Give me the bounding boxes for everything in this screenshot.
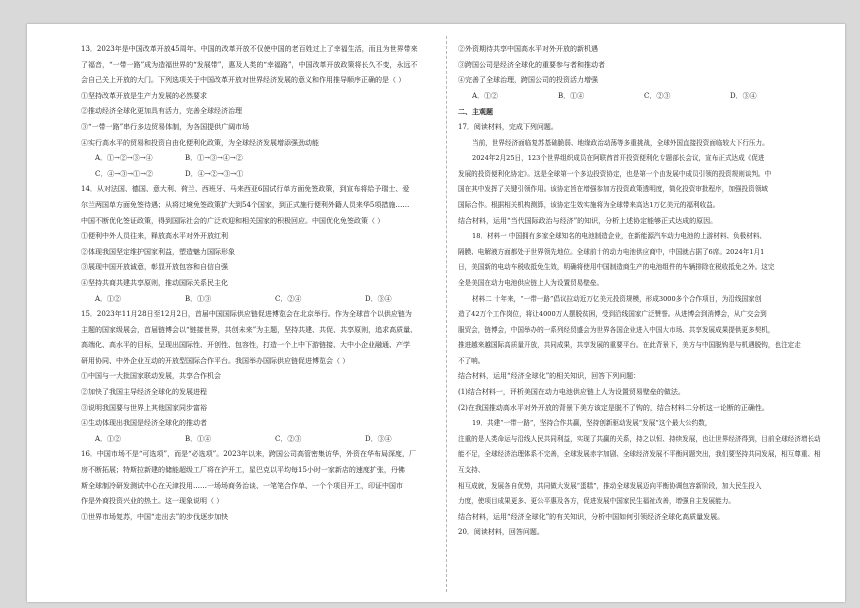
q15-line: 15．2023年11月28日至12月2日，首届中国国际供应链促进博览会在北京举行。作为全球首个以供应链为	[81, 310, 412, 319]
option-a[interactable]: A．①②	[95, 294, 122, 303]
q16-item: ③跨国公司是经济全球化的重要参与者和推动者	[458, 60, 605, 69]
option-b[interactable]: B．①→③→④→②	[185, 154, 243, 163]
q16-line: 斯全球制冷研发测试中心在天津投用……一场场商务治谈、一笔笔合作单、一个个项目开工，印证中国市	[81, 481, 403, 490]
q17-title: 17．阅读材料，完成下列问题。	[458, 122, 558, 131]
left-column	[81, 42, 443, 525]
q15-options	[81, 432, 443, 448]
q13-line: 13．2023年是中国改革开放45周年。中国的改革开放不仅使中国的老百姓过上了幸福生活，而且为世界带来	[81, 45, 418, 53]
q14-item: ③展现中国开放诚意，彰显开放包容和自信自强	[81, 263, 228, 272]
q14-options	[81, 292, 443, 308]
q19-material: 相互成就，发展各自优势，共同做大发展“蛋糕”，推动全球发展迈向平衡协调包容新阶段，加大民生投入	[458, 481, 762, 490]
q16-line: 作是外商投资兴业的热土。这一现象说明（ ）	[81, 497, 224, 506]
q18-material: 18．材料一 中国拥有多家全球知名的电池制造企业，在新能源汽车动力电池的上游材料、负极材料、	[472, 232, 767, 241]
q15-line: 研用协同、中外企业互动的开放型国际合作平台。我国举办国际供应链促进博览会（ ）	[81, 356, 350, 365]
q14-line: 14．从对法国、德国、意大利、荷兰、西班牙、马来西亚6国试行单方面免签政策，到宣布将给予瑞士、爱	[81, 185, 410, 194]
option-c[interactable]: C．②④	[275, 294, 302, 303]
q13-item: ③“一带一路”串行多边贸易体制，为各国提供广阔市场	[81, 122, 250, 131]
option-d[interactable]: D．③④	[365, 434, 392, 443]
q13-line: 了福音，“一带一路”成为造福世界的“发展带”，惠及人类的“幸福路”，中国改革开放政策将长久不变，永远不	[81, 60, 418, 69]
q19-question: 结合材料，运用“经济全球化”的有关知识，分析中国如何引领经济全球化高质量发展。	[458, 512, 725, 521]
q15-line: 主题的国家级展会，首届链博会以“链接世界，共创未来”为主题，坚持共建、共促、共享原则，追求高质量、	[81, 325, 418, 334]
q20-title: 20．阅读材料，回答问题。	[458, 528, 544, 537]
option-c[interactable]: C．②③	[644, 91, 671, 100]
q13-options	[81, 167, 443, 183]
option-c[interactable]: C．②③	[275, 434, 302, 443]
right-column	[458, 42, 826, 541]
q17-material: 2024年2月25日，123个世界组织成员在阿联酋首开投资便利化专题部长会议，宣布正式达成《促进	[472, 154, 765, 163]
q14-line: 中国不断优化签证政策，得到国际社会的广泛欢迎和相关国家的积极回应。中国优化免签政策（ ）	[81, 216, 385, 225]
option-a[interactable]: A．①→②→③→④	[95, 154, 153, 163]
q15-item: ①中国与一大批国家联动发展，共享合作机会	[81, 372, 221, 381]
q13-options	[81, 151, 443, 167]
q18-material: 推进越来越国际高质量开放，共同成果，共享发展的重要平台。在此背景下，美方与中国脱钩是与机遇脱钩，也注定走	[458, 341, 801, 350]
option-d[interactable]: D．③④	[365, 294, 392, 303]
q19-material: 19．共建“一带一路”，坚持合作共赢，坚持创新驱动发展“发展”这个最大公约数，	[472, 419, 712, 428]
q16-line: 房不断拓展；特斯拉新建的储能超级工厂将在沪开工，星巴克以平均每15小时一家新店的速度扩张，丹佛	[81, 466, 405, 475]
option-d[interactable]: D．③④	[730, 91, 757, 100]
q15-item: ②加快了我国主导经济全球化的发展进程	[81, 388, 207, 397]
q19-material: 注重的是人类命运与沿线人民共同利益，实现了共赢的关系，持之以恒、持续发展，也让世界经济得到，目前全球经济增长动	[458, 434, 821, 443]
q18-material: 不了响。	[458, 356, 485, 365]
q18-question: (1)结合材料一，评析美国在动力电池供应链上人为设置贸易壁垒的做法。	[458, 388, 685, 397]
q16-item: ④完善了全球治理，跨国公司的投资活力增强	[458, 76, 598, 85]
q17-question: 结合材料，运用“当代国际政治与经济”的知识，分析上述协定能够正式达成的原因。	[458, 216, 718, 225]
q14-item: ④坚持共商共建共享原则，推动国际关系民主化	[81, 278, 228, 287]
q17-material: 国在其中发挥了关键引领作用。该协定旨在增强参加方投资政策透明度，简化投资审批程序，加强投资领域	[458, 185, 768, 194]
q16-item: ①世界市场复苏，中国“走出去”的步伐逐步加快	[81, 512, 229, 521]
option-c[interactable]: C．④→③→①→②	[95, 169, 153, 178]
section-heading: 二、主观题	[458, 107, 493, 117]
option-b[interactable]: B．①③	[185, 294, 212, 303]
q14-item: ①便利中外人员往来，释放高水平对外开放红利	[81, 232, 228, 241]
q13-item: ④实行高水平的贸易和投资自由化便利化政策，为全球经济发展增添强劲动能	[81, 138, 319, 147]
q14-line: 尔兰两国单方面免签待遇；从将过境免签政策扩大到54个国家，到正式施行便利外籍人员来华5项措施……	[81, 200, 410, 209]
q15-item: ④生动体现出我国是经济全球化的推动者	[81, 419, 207, 428]
q16-item: ②外资期待共享中国高水平对外开放的新机遇	[458, 45, 598, 53]
q18-material: 日，美国新的电动车税收抵免生效，明确将使用中国制造商生产的电池组件的车辆排除在税收抵免之外。这完	[458, 263, 775, 272]
q17-material: 发展的投资便利化协定》。这是全球第一个多边投资协定，也是第一个由发展中成员引领的投资规则谈判。中	[458, 169, 772, 178]
q19-material: 力度，使项目成果更多、更公平惠及各方，促进发展中国家民生福祉改善，增强自主发展能力。	[458, 497, 735, 506]
column-divider	[446, 36, 447, 592]
q18-question: (2)在我国推动高水平对外开放的背景下美方该定是脱不了钩的，结合材料二分析这一论断的正确性。	[458, 403, 769, 412]
option-b[interactable]: B．①④	[185, 434, 212, 443]
option-d[interactable]: D．④→②→③→①	[185, 169, 244, 178]
q18-material: 隔膜、电解液方面都处于世界领先地位。全球前十的动力电池供应商中，中国就占据了6席。2024年1月1	[458, 247, 765, 256]
q13-item: ②推动经济全球化更加具有活力，完善全球经济治理	[81, 107, 242, 116]
q18-material: 全是美国在动力电池供应链上人为设置贸易壁垒。	[458, 278, 604, 287]
q18-material: 造了42万个工作岗位，将让4000万人摆脱贫困，受到沿线国家广泛赞誉。从进博会到消博会，从广交会到	[458, 310, 767, 319]
q13-line: 会自己关上开放的大门。下列选项关于中国改革开放对世界经济发展的意义和作用推导顺序正确的是（ ）	[81, 76, 406, 85]
exam-page	[27, 24, 845, 602]
q15-item: ③说明我国要与世界上其他国家同步富裕	[81, 403, 207, 412]
q18-material: 材料二 十年来，“一带一路”倡议拉动近万亿美元投资规模，形成3000多个合作项目，为沿线国家创	[472, 294, 762, 303]
q16-line: 16．中国市场不是“可选项”，而是“必选项”。2023年以来，跨国公司高管密集访华，外资在华布局深度，厂	[81, 450, 417, 459]
q14-item: ②体现我国坚定维护国家利益，塑造魅力国际形象	[81, 247, 235, 256]
q16-options	[458, 89, 826, 105]
option-a[interactable]: A．①②	[472, 91, 499, 100]
q15-line: 高端化、高水平的目标，呈现出国际性、开创性、包容性，打造一个上中下游链接、大中小企业融通、产学	[81, 341, 410, 350]
q18-material: 服贸会，链博会，中国举办的一系列经贸盛会为世界各国企业进入中国大市场、共享发展成果提供更多契机，	[458, 325, 775, 334]
option-a[interactable]: A．①②	[95, 434, 122, 443]
q19-material: 能不足，全球经济治理体系不完善，全球发展赤字加剧、全球经济发展不平衡问题突出，我们要坚持共同发展，相互尊重、相互支持、	[458, 450, 821, 475]
q17-material: 当前，世界经济面临复苏基础脆弱、地缘政治动荡等多重挑战，全球外国直接投资面临较大下行压力。	[472, 138, 769, 147]
option-b[interactable]: B．①④	[558, 91, 585, 100]
q17-material: 国际合作。根据相关机构测算，该协定生效实施将为全球带来高达1万亿美元的福利收益。	[458, 200, 720, 209]
q18-question: 结合材料，运用“经济全球化”的相关知识，回答下列问题：	[458, 372, 641, 381]
q13-item: ①坚持改革开放是生产力发展的必然要求	[81, 91, 207, 100]
